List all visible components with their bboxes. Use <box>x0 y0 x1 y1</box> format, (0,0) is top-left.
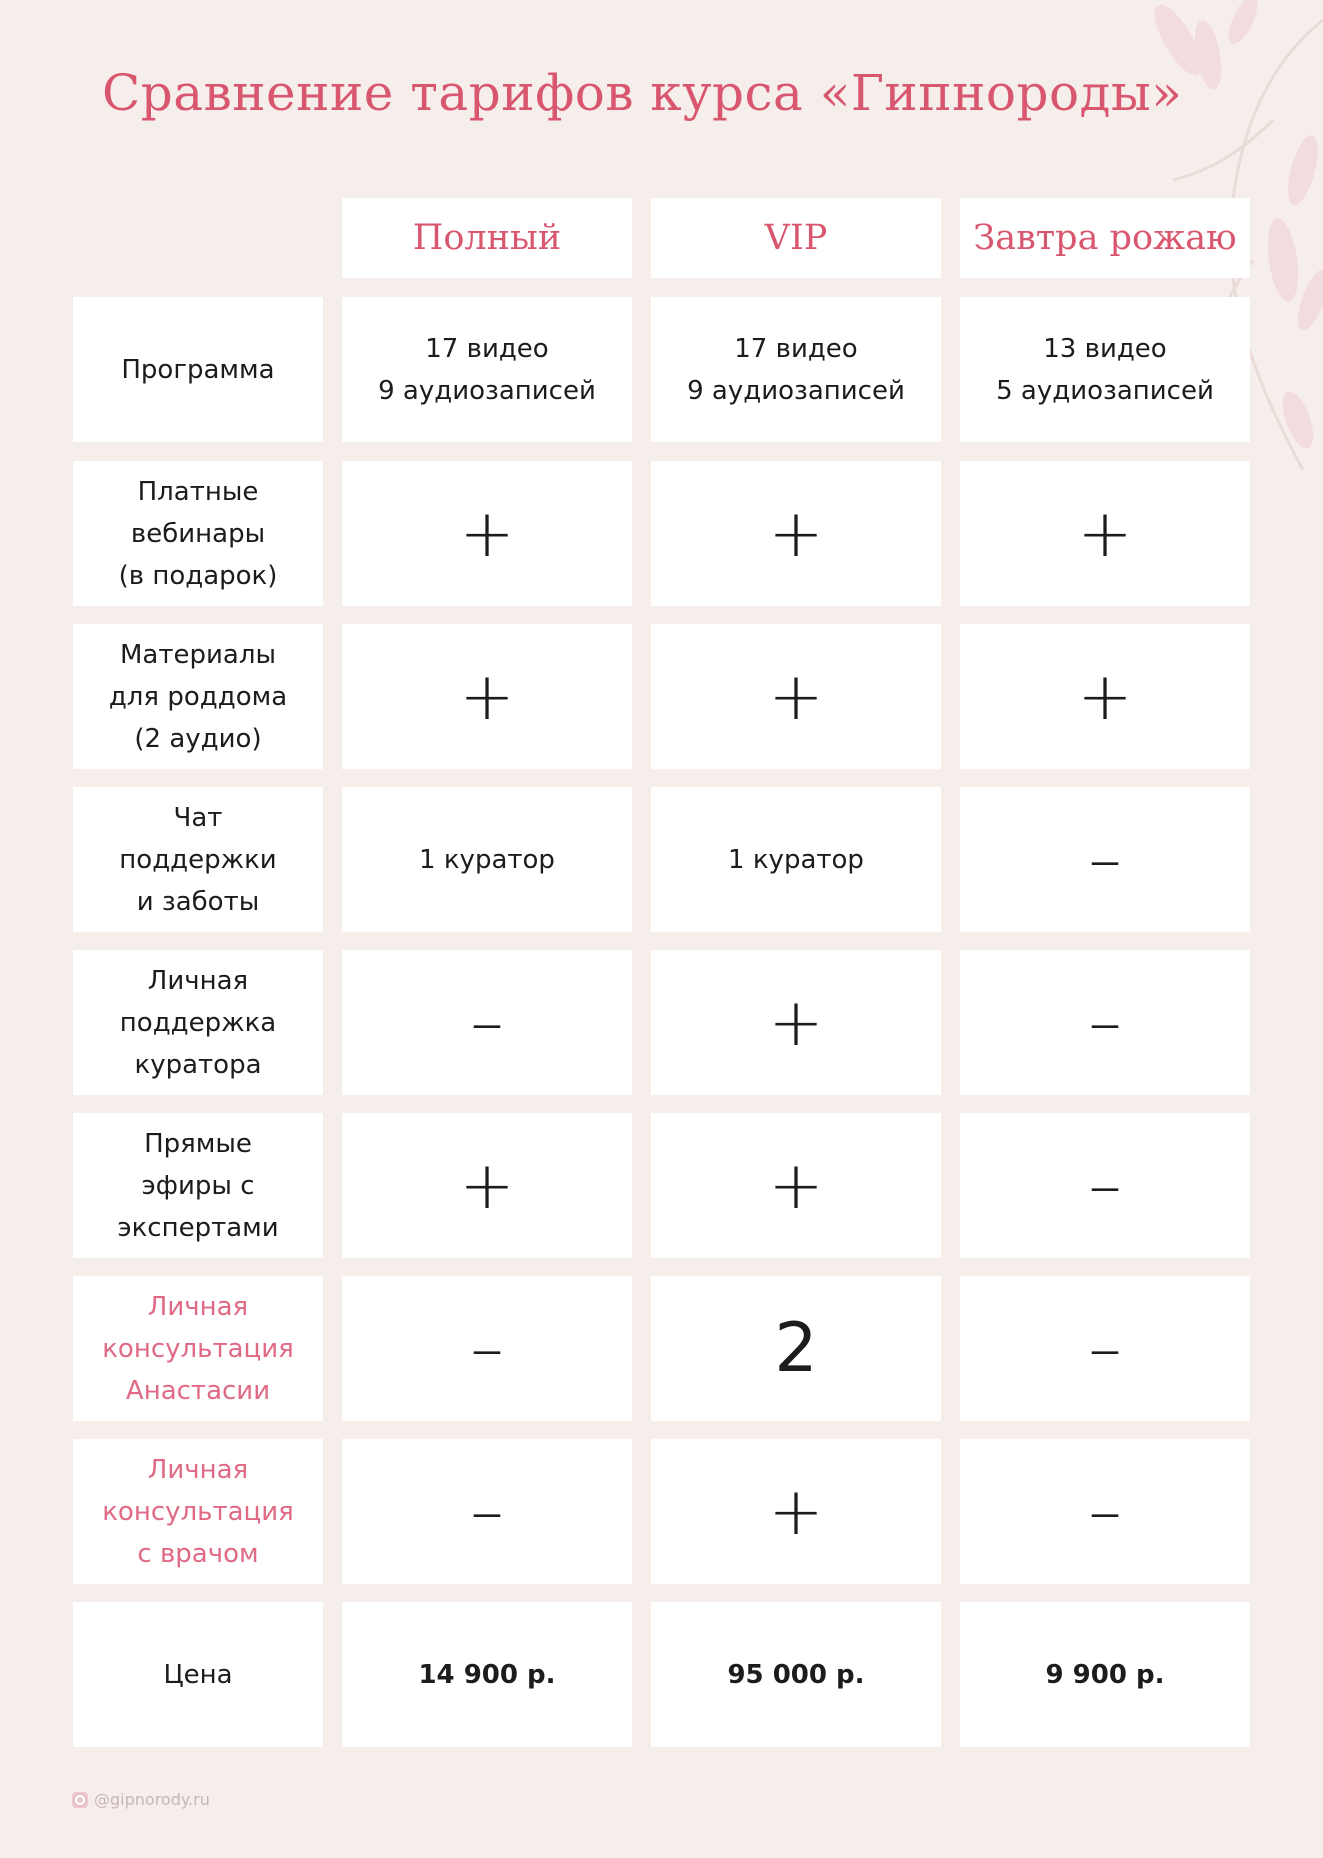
value-cell <box>960 1113 1250 1258</box>
row-label-line: поддержки <box>119 844 277 875</box>
plus-mark: + <box>768 983 824 1061</box>
value-cell <box>651 297 941 442</box>
plan-header-cell <box>651 198 941 278</box>
value-cell <box>960 950 1250 1095</box>
dash-mark: – <box>470 983 504 1061</box>
row-label-cell <box>73 1602 323 1747</box>
row-label-line: Анастасии <box>125 1375 271 1406</box>
row-label-line: для роддома <box>108 681 288 712</box>
value-cell <box>342 1602 632 1747</box>
plus-mark: + <box>459 657 515 735</box>
plus-mark: + <box>1077 657 1133 735</box>
dash-mark: – <box>470 1472 504 1550</box>
plan-name: VIP <box>764 218 828 258</box>
row-label-line: Личная <box>147 1291 249 1322</box>
row-label-line: и заботы <box>136 886 260 917</box>
value-cell <box>960 787 1250 932</box>
row-label-cell <box>73 624 323 769</box>
row-label-cell <box>73 297 323 442</box>
row-label-line: Программа <box>121 354 275 385</box>
value-cell <box>960 1439 1250 1584</box>
value-cell <box>651 1602 941 1747</box>
value-cell <box>342 1113 632 1258</box>
value-text: 13 видео <box>1043 333 1167 364</box>
footer-handle: @gipnorody.ru <box>94 1790 210 1809</box>
value-cell <box>960 461 1250 606</box>
value-cell <box>651 1276 941 1421</box>
footer <box>72 1790 210 1809</box>
plus-mark: + <box>768 1146 824 1224</box>
plus-mark: + <box>459 494 515 572</box>
value-cell <box>960 624 1250 769</box>
instagram-icon <box>72 1792 88 1808</box>
plus-mark: + <box>768 1472 824 1550</box>
row-label-line: Материалы <box>120 639 276 670</box>
row-label-cell <box>73 1113 323 1258</box>
row-label-line: (в подарок) <box>118 560 278 591</box>
row-label-cell <box>73 461 323 606</box>
value-cell <box>960 297 1250 442</box>
value-text: 9 аудиозаписей <box>378 375 596 406</box>
value-cell <box>342 1276 632 1421</box>
row-label-line: консультация <box>102 1496 294 1527</box>
price-value: 9 900 р. <box>1045 1659 1165 1690</box>
row-label-line: экспертами <box>117 1212 279 1243</box>
row-label-line: Прямые <box>144 1128 252 1159</box>
plus-mark: + <box>459 1146 515 1224</box>
plus-mark: + <box>1077 494 1133 572</box>
value-text: 9 аудиозаписей <box>687 375 905 406</box>
plus-mark: + <box>768 657 824 735</box>
value-cell <box>342 624 632 769</box>
value-cell <box>651 461 941 606</box>
value-cell <box>651 1113 941 1258</box>
row-label-line: Личная <box>147 965 249 996</box>
value-cell <box>651 624 941 769</box>
row-label-cell <box>73 787 323 932</box>
dash-mark: – <box>1088 1309 1122 1387</box>
row-label-line: Чат <box>173 802 223 833</box>
value-cell <box>342 787 632 932</box>
plan-header-cell <box>342 198 632 278</box>
value-cell <box>960 1602 1250 1747</box>
value-cell <box>342 1439 632 1584</box>
row-label-line: Платные <box>137 476 259 507</box>
row-label-line: консультация <box>102 1333 294 1364</box>
value-cell <box>651 1439 941 1584</box>
dash-mark: – <box>1088 1146 1122 1224</box>
plan-name: Завтра рожаю <box>973 218 1237 258</box>
value-text: 17 видео <box>734 333 858 364</box>
row-label-line: поддержка <box>119 1007 277 1038</box>
dash-mark: – <box>470 1309 504 1387</box>
row-label-line: эфиры с <box>141 1170 255 1201</box>
value-text: 1 куратор <box>419 844 555 875</box>
plan-name: Полный <box>412 218 562 258</box>
row-label-cell <box>73 1276 323 1421</box>
row-label-line: куратора <box>134 1049 262 1080</box>
value-cell <box>960 1276 1250 1421</box>
value-text: 1 куратор <box>728 844 864 875</box>
value-text: 5 аудиозаписей <box>996 375 1214 406</box>
value-cell <box>651 950 941 1095</box>
row-label-line: Личная <box>147 1454 249 1485</box>
plus-mark: + <box>768 494 824 572</box>
row-label-line: вебинары <box>130 518 266 549</box>
row-label-line: Цена <box>163 1659 233 1690</box>
dash-mark: – <box>1088 820 1122 898</box>
value-cell <box>342 297 632 442</box>
dash-mark: – <box>1088 983 1122 1061</box>
value-cell <box>342 950 632 1095</box>
row-label-line: (2 аудио) <box>134 723 262 754</box>
row-label-cell <box>73 1439 323 1584</box>
dash-mark: – <box>1088 1472 1122 1550</box>
value-cell <box>651 787 941 932</box>
plan-header-cell <box>960 198 1250 278</box>
price-value: 14 900 р. <box>418 1659 556 1690</box>
price-value: 95 000 р. <box>727 1659 865 1690</box>
value-text: 17 видео <box>425 333 549 364</box>
row-label-line: с врачом <box>137 1538 259 1569</box>
value-number: 2 <box>774 1308 818 1388</box>
value-cell <box>342 461 632 606</box>
row-label-cell <box>73 950 323 1095</box>
page-title: Сравнение тарифов курса «Гипнороды» <box>102 64 1183 122</box>
